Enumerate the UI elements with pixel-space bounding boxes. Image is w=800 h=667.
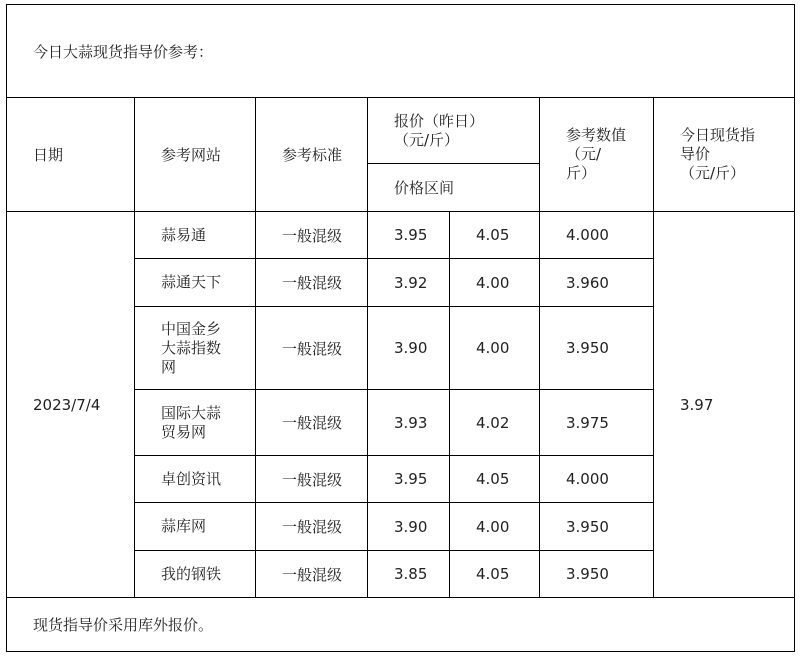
header-guide-line1: 今日现货指 [680,126,756,144]
standard-cell: 一般混级 [256,259,368,307]
ref-value-cell: 3.950 [540,503,654,551]
site-cell: 卓创资讯 [135,456,256,503]
high-price-cell: 4.02 [450,390,540,456]
header-ref-line3: 斤） [566,164,597,182]
site-cell: 中国金乡 大蒜指数 网 [135,307,256,390]
high-price-cell: 4.00 [450,307,540,390]
site-cell: 国际大蒜 贸易网 [135,390,256,456]
standard-cell: 一般混级 [256,503,368,551]
standard-cell: 一般混级 [256,390,368,456]
low-price-cell: 3.90 [368,307,450,390]
header-ref-line1: 参考数值 [566,126,627,144]
header-ref-line2: （元/ [566,145,602,163]
site-cell: 蒜库网 [135,503,256,551]
high-price-cell: 4.05 [450,551,540,598]
high-price-cell: 4.05 [450,456,540,503]
ref-value-cell: 3.950 [540,307,654,390]
ref-value-cell: 3.950 [540,551,654,598]
header-guide-line2: 导价 [680,145,711,163]
standard-cell: 一般混级 [256,551,368,598]
ref-value-cell: 3.960 [540,259,654,307]
header-site: 参考网站 [135,98,256,212]
standard-cell: 一般混级 [256,456,368,503]
date-cell: 2023/7/4 [7,212,135,598]
header-price [368,98,540,164]
guide-price-cell: 3.97 [654,212,795,598]
table-footer-note: 现货指导价采用库外报价。 [7,598,795,652]
standard-cell: 一般混级 [256,212,368,259]
high-price-cell: 4.05 [450,212,540,259]
header-date: 日期 [7,98,135,212]
site-cell: 蒜通天下 [135,259,256,307]
header-range: 价格区间 [368,164,540,212]
table-row [7,212,795,259]
low-price-cell: 3.90 [368,503,450,551]
header-guide-line3: （元/斤） [680,164,746,182]
header-price-line1: 报价（昨日） [394,111,485,130]
low-price-cell: 3.95 [368,456,450,503]
site-cell: 我的钢铁 [135,551,256,598]
low-price-cell: 3.92 [368,259,450,307]
header-guide [654,98,795,212]
table-title: 今日大蒜现货指导价参考： [7,5,795,98]
header-ref [540,98,654,212]
ref-value-cell: 3.975 [540,390,654,456]
ref-value-cell: 4.000 [540,456,654,503]
standard-cell: 一般混级 [256,307,368,390]
low-price-cell: 3.95 [368,212,450,259]
ref-value-cell: 4.000 [540,212,654,259]
high-price-cell: 4.00 [450,503,540,551]
low-price-cell: 3.93 [368,390,450,456]
low-price-cell: 3.85 [368,551,450,598]
header-price-line2: （元/斤） [394,130,460,149]
header-standard: 参考标准 [256,98,368,212]
high-price-cell: 4.00 [450,259,540,307]
garlic-price-table [6,4,795,652]
site-cell: 蒜易通 [135,212,256,259]
